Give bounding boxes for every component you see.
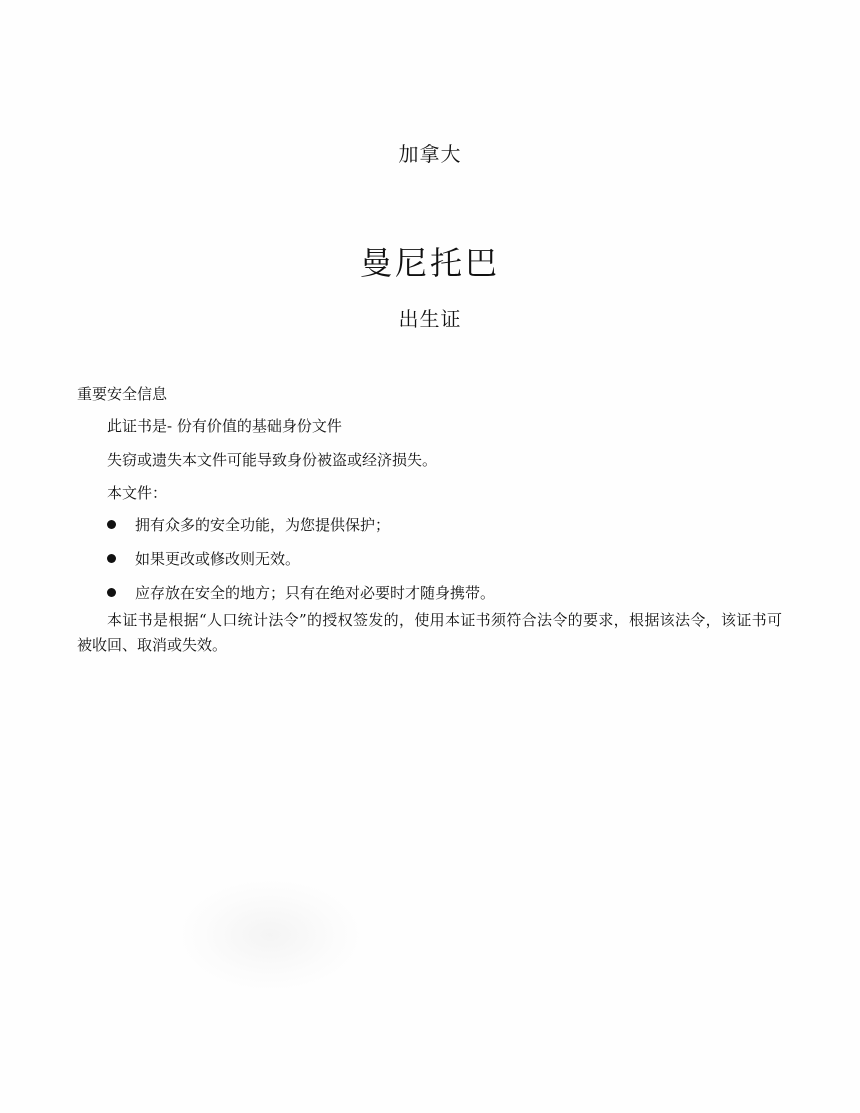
faint-watermark-smudge [180, 880, 360, 990]
bullet-icon [107, 554, 116, 563]
closing-paragraph: 本证书是根据“人口统计法令”的授权签发的，使用本证书须符合法令的要求，根据该法令，该证书可被收回、取消或失效。 [77, 611, 782, 654]
list-item [107, 548, 495, 582]
security-bullet-list [107, 514, 495, 616]
document-title: 出生证 [398, 307, 462, 331]
country-name: 加拿大 [398, 142, 462, 166]
bullet-text: 应存放在安全的地方；只有在绝对必要时才随身携带。 [135, 584, 496, 602]
security-paragraph-intro: 本文件： [107, 484, 168, 502]
security-paragraph-value: 此证书是- 份有价值的基础身份文件 [107, 417, 342, 435]
bullet-icon [107, 588, 116, 597]
bullet-icon [107, 520, 116, 529]
bullet-text: 拥有众多的安全功能，为您提供保护； [135, 516, 391, 534]
list-item [107, 514, 495, 548]
security-paragraph-loss: 失窃或遗失本文件可能导致身份被盗或经济损失。 [107, 451, 438, 469]
province-name: 曼尼托巴 [359, 244, 500, 282]
security-info-heading: 重要安全信息 [77, 385, 168, 403]
bullet-text: 如果更改或修改则无效。 [135, 550, 301, 568]
